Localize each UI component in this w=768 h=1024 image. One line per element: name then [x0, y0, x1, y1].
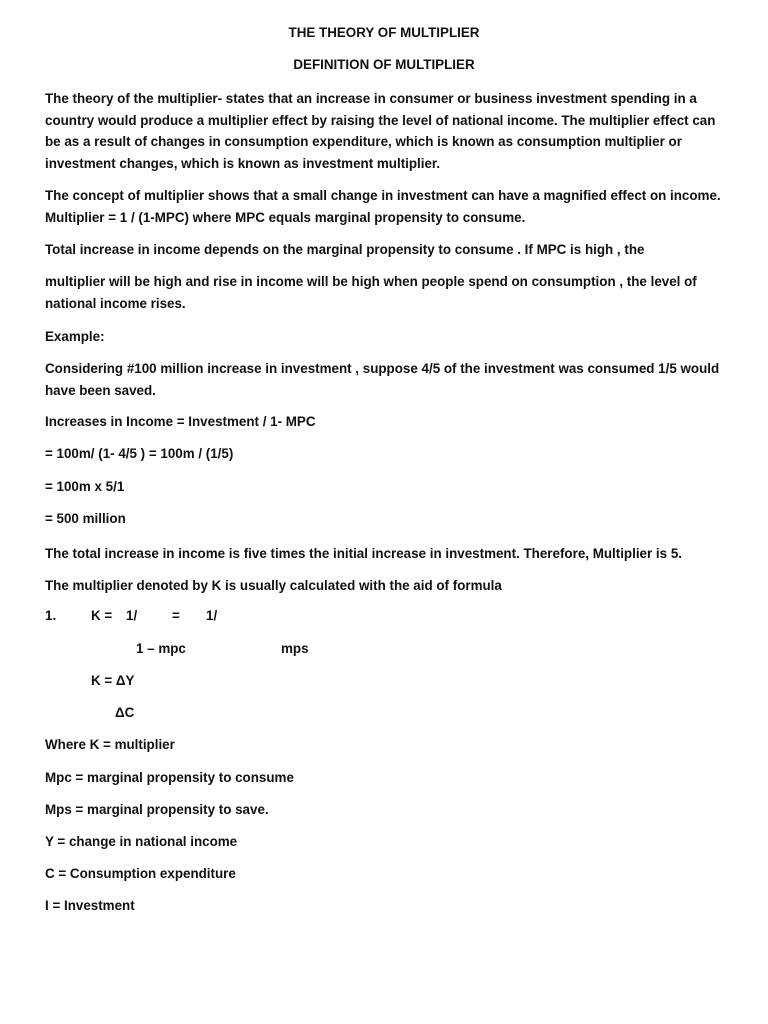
definition-k: Where K = multiplier [45, 737, 175, 752]
formula-denominator-1: 1 – mpc [136, 641, 186, 656]
formula-delta-c: ΔC [115, 705, 135, 720]
formula-number: 1. [45, 608, 57, 623]
paragraph-concept: The concept of multiplier shows that a small change in investment can have a magnified effect on income. Multiplier = 1 / (1-MPC) where MPC equals marginal propensity to consume. [45, 188, 721, 225]
document-title: THE THEORY OF MULTIPLIER [288, 25, 480, 40]
formula-k-delta-y: K = ΔY [91, 673, 135, 688]
formula-denominator-2: mps [281, 641, 309, 656]
paragraph-formula-intro: The multiplier denoted by K is usually calculated with the aid of formula [45, 578, 502, 593]
document-subtitle: DEFINITION OF MULTIPLIER [293, 57, 475, 72]
equation-line-1: Increases in Income = Investment / 1- MPC [45, 414, 316, 429]
equation-line-3: = 100m x 5/1 [45, 479, 125, 494]
definition-y: Y = change in national income [45, 834, 238, 849]
paragraph-total-increase: Total increase in income depends on the marginal propensity to consume . If MPC is high , the [45, 242, 645, 257]
formula-numerator-1: 1/ [126, 608, 138, 623]
equation-line-2: = 100m/ (1- 4/5 ) = 100m / (1/5) [45, 446, 234, 461]
definition-i: I = Investment [45, 898, 135, 913]
definition-mps: Mps = marginal propensity to save. [45, 802, 269, 817]
formula-k-equals: K = [91, 608, 113, 623]
paragraph-multiplier-high: multiplier will be high and rise in income will be high when people spend on consumption , the level of national income rises. [45, 274, 697, 311]
formula-numerator-2: 1/ [206, 608, 218, 623]
equation-line-4: = 500 million [45, 511, 126, 526]
example-heading: Example: [45, 329, 105, 344]
definition-c: C = Consumption expenditure [45, 866, 236, 881]
definition-mpc: Mpc = marginal propensity to consume [45, 770, 294, 785]
paragraph-example: Considering #100 million increase in investment , suppose 4/5 of the investment was consumed 1/5 would have been saved. [45, 361, 720, 398]
formula-equals-sign: = [172, 608, 180, 623]
paragraph-theory: The theory of the multiplier- states that an increase in consumer or business investment spending in a country would produce a multiplier effect by raising the level of national income. The multiplier effect can be as a result of changes in consumption expenditure, which is known as consumption multiplier or investment changes, which is known as investment multiplier. [45, 91, 716, 171]
paragraph-total-five-times: The total increase in income is five times the initial increase in investment. Therefore, Multiplier is 5. [45, 546, 682, 561]
